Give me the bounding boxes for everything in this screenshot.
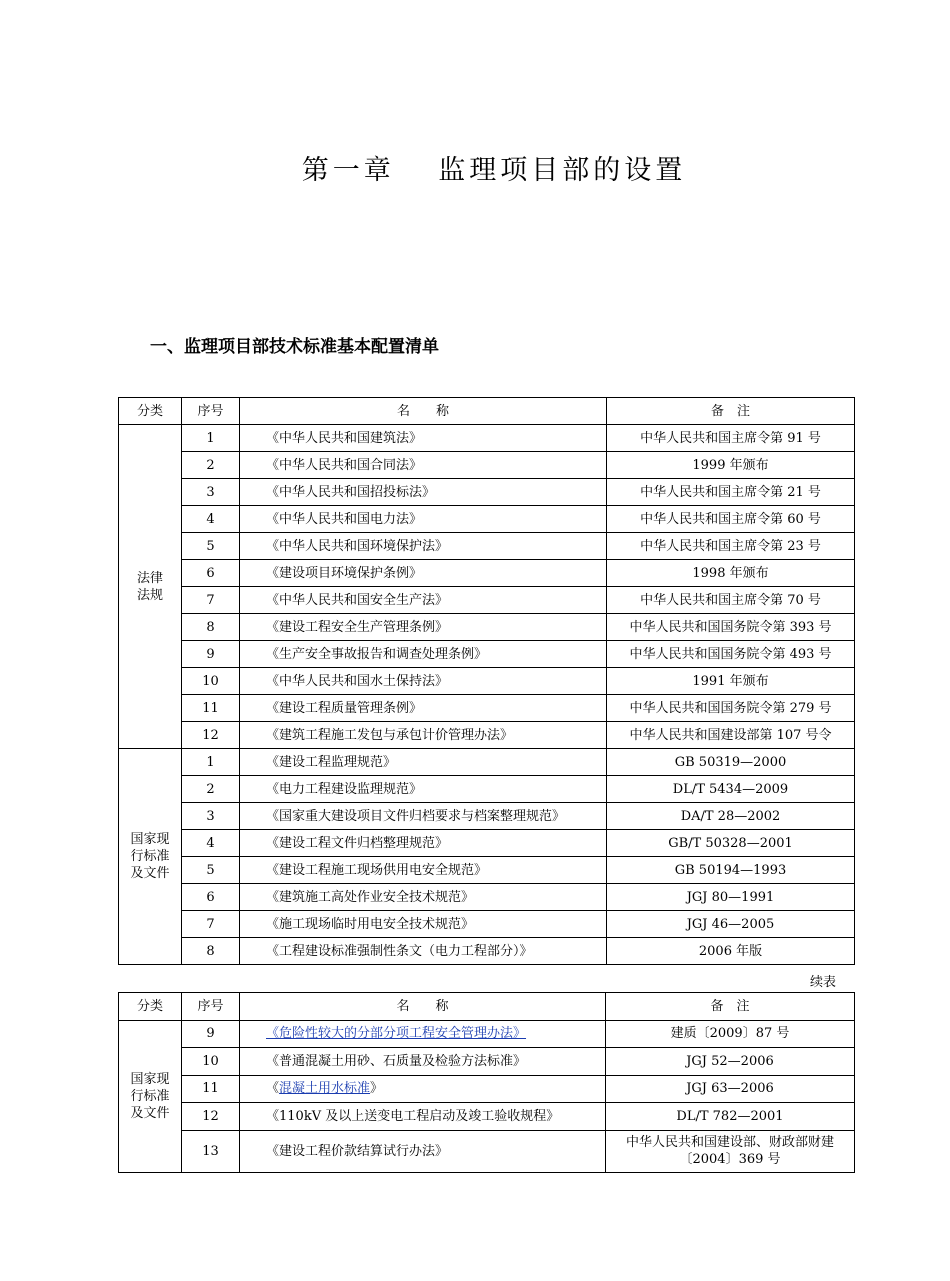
seq-cell: 1 <box>182 425 240 452</box>
remark-cell: 中华人民共和国主席令第 60 号 <box>607 506 855 533</box>
chapter-title: 第一章 监理项目部的设置 <box>301 155 687 186</box>
continued-label: 续表 <box>810 975 837 990</box>
remark-cell: JGJ 63—2006 <box>606 1075 855 1103</box>
name-prefix: 《 <box>266 1081 280 1097</box>
category-cell: 国家现 行标准 及文件 <box>119 1020 182 1172</box>
remark-cell: 1998 年颁布 <box>607 560 855 587</box>
seq-cell: 3 <box>182 479 240 506</box>
remark-cell: GB 50194—1993 <box>607 857 855 884</box>
name-cell: 《建设工程安全生产管理条例》 <box>240 614 607 641</box>
seq-cell: 3 <box>182 803 240 830</box>
name-cell: 《建设工程质量管理条例》 <box>240 695 607 722</box>
category-cell: 法律 法规 <box>119 425 182 749</box>
standards-table-continued <box>118 992 855 1173</box>
seq-cell: 5 <box>182 533 240 560</box>
table-row <box>119 1020 855 1048</box>
remark-cell: 中华人民共和国国务院令第 279 号 <box>607 695 855 722</box>
header-category: 分类 <box>119 398 182 425</box>
name-cell: 《电力工程建设监理规范》 <box>240 776 607 803</box>
seq-cell: 11 <box>182 695 240 722</box>
remark-cell: 1999 年颁布 <box>607 452 855 479</box>
seq-cell: 11 <box>182 1075 240 1103</box>
name-cell: 《中华人民共和国水土保持法》 <box>240 668 607 695</box>
table-row <box>119 1103 855 1131</box>
remark-cell: 建质〔2009〕87 号 <box>606 1020 855 1048</box>
name-cell: 《中华人民共和国电力法》 <box>240 506 607 533</box>
name-cell: 《建设项目环境保护条例》 <box>240 560 607 587</box>
name-cell: 《建设工程价款结算试行办法》 <box>240 1130 606 1172</box>
remark-cell: 中华人民共和国主席令第 21 号 <box>607 479 855 506</box>
table-row <box>119 452 855 479</box>
table-row <box>119 1075 855 1103</box>
seq-cell: 9 <box>182 1020 240 1048</box>
seq-cell: 8 <box>182 614 240 641</box>
seq-cell: 12 <box>182 1103 240 1131</box>
remark-cell: 中华人民共和国主席令第 91 号 <box>607 425 855 452</box>
seq-cell: 2 <box>182 776 240 803</box>
name-cell: 《中华人民共和国安全生产法》 <box>240 587 607 614</box>
name-suffix: 》 <box>370 1081 384 1097</box>
table-row <box>119 857 855 884</box>
name-cell: 《生产安全事故报告和调查处理条例》 <box>240 641 607 668</box>
seq-cell: 5 <box>182 857 240 884</box>
table-row <box>119 560 855 587</box>
name-cell: 《普通混凝土用砂、石质量及检验方法标准》 <box>240 1048 606 1076</box>
table-row <box>119 1130 855 1172</box>
table-row <box>119 884 855 911</box>
seq-cell: 12 <box>182 722 240 749</box>
header-category: 分类 <box>119 993 182 1021</box>
name-cell: 《中华人民共和国招投标法》 <box>240 479 607 506</box>
remark-cell: 中华人民共和国建设部、财政部财建〔2004〕369 号 <box>606 1130 855 1172</box>
header-remark: 备 注 <box>607 398 855 425</box>
remark-cell: DL/T 5434—2009 <box>607 776 855 803</box>
seq-cell: 6 <box>182 560 240 587</box>
header-name: 名 称 <box>240 398 607 425</box>
header-remark: 备 注 <box>606 993 855 1021</box>
seq-cell: 6 <box>182 884 240 911</box>
table-row <box>119 587 855 614</box>
seq-cell: 2 <box>182 452 240 479</box>
seq-cell: 8 <box>182 938 240 965</box>
remark-cell: DA/T 28—2002 <box>607 803 855 830</box>
table-header-row <box>119 398 855 425</box>
seq-cell: 7 <box>182 911 240 938</box>
name-cell: 《建筑施工高处作业安全技术规范》 <box>240 884 607 911</box>
table-row <box>119 776 855 803</box>
seq-cell: 4 <box>182 830 240 857</box>
document-link[interactable]: 混凝土用水标准 <box>279 1081 371 1097</box>
header-seq: 序号 <box>182 993 240 1021</box>
remark-cell: JGJ 46—2005 <box>607 911 855 938</box>
remark-cell: 中华人民共和国国务院令第 393 号 <box>607 614 855 641</box>
remark-cell: 2006 年版 <box>607 938 855 965</box>
header-seq: 序号 <box>182 398 240 425</box>
name-cell: 《中华人民共和国建筑法》 <box>240 425 607 452</box>
name-cell: 《建设工程监理规范》 <box>240 749 607 776</box>
table-header-row <box>119 993 855 1021</box>
remark-cell: 中华人民共和国主席令第 23 号 <box>607 533 855 560</box>
seq-cell: 10 <box>182 1048 240 1076</box>
remark-cell: 中华人民共和国建设部第 107 号令 <box>607 722 855 749</box>
document-link[interactable]: 《危险性较大的分部分项工程安全管理办法》 <box>266 1026 527 1042</box>
remark-cell: GB 50319—2000 <box>607 749 855 776</box>
name-cell <box>240 1020 606 1048</box>
section-title: 一、监理项目部技术标准基本配置清单 <box>150 337 439 357</box>
table-row <box>119 1048 855 1076</box>
table-row <box>119 938 855 965</box>
name-cell: 《中华人民共和国环境保护法》 <box>240 533 607 560</box>
category-cell: 国家现 行标准 及文件 <box>119 749 182 965</box>
remark-cell: JGJ 52—2006 <box>606 1048 855 1076</box>
remark-cell: 中华人民共和国主席令第 70 号 <box>607 587 855 614</box>
table-row <box>119 614 855 641</box>
table-row <box>119 425 855 452</box>
table-row <box>119 533 855 560</box>
table-row <box>119 830 855 857</box>
name-cell: 《施工现场临时用电安全技术规范》 <box>240 911 607 938</box>
name-cell: 《工程建设标准强制性条文（电力工程部分）》 <box>240 938 607 965</box>
table-row <box>119 668 855 695</box>
seq-cell: 4 <box>182 506 240 533</box>
remark-cell: 中华人民共和国国务院令第 493 号 <box>607 641 855 668</box>
name-cell <box>240 1075 606 1103</box>
seq-cell: 7 <box>182 587 240 614</box>
remark-cell: GB/T 50328—2001 <box>607 830 855 857</box>
seq-cell: 1 <box>182 749 240 776</box>
seq-cell: 9 <box>182 641 240 668</box>
header-name: 名 称 <box>240 993 606 1021</box>
remark-cell: JGJ 80—1991 <box>607 884 855 911</box>
remark-cell: DL/T 782—2001 <box>606 1103 855 1131</box>
seq-cell: 13 <box>182 1130 240 1172</box>
table-row <box>119 479 855 506</box>
table-row <box>119 911 855 938</box>
table-row <box>119 803 855 830</box>
name-cell: 《建筑工程施工发包与承包计价管理办法》 <box>240 722 607 749</box>
name-cell: 《建设工程施工现场供用电安全规范》 <box>240 857 607 884</box>
table-row <box>119 722 855 749</box>
table-row <box>119 749 855 776</box>
name-cell: 《建设工程文件归档整理规范》 <box>240 830 607 857</box>
seq-cell: 10 <box>182 668 240 695</box>
table-row <box>119 695 855 722</box>
standards-table <box>118 397 855 965</box>
table-row <box>119 641 855 668</box>
name-cell: 《国家重大建设项目文件归档要求与档案整理规范》 <box>240 803 607 830</box>
table-row <box>119 506 855 533</box>
name-cell: 《110kV 及以上送变电工程启动及竣工验收规程》 <box>240 1103 606 1131</box>
remark-cell: 1991 年颁布 <box>607 668 855 695</box>
name-cell: 《中华人民共和国合同法》 <box>240 452 607 479</box>
